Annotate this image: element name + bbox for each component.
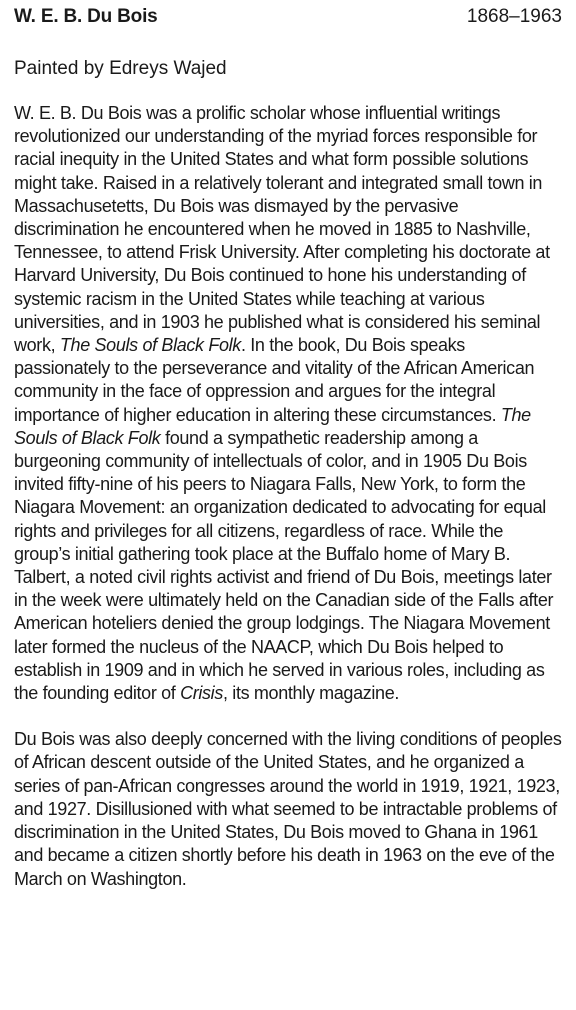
paragraph-1-part-3: found a sympathetic readership among a burgeoning community of intellectuals of color, and in 1905 Du Bois invited fifty-nine of his peers to Niagara Falls, New York, to form the Niagara Movement: an organization dedicated to advocating for equal rights and privileges for all citizens, regardless of race. While the group’s initial gathering took place at the Buffalo home of Mary B. Talbert, a noted civil rights activist and friend of Du Bois, meetings later in the week were ultimately held on the Canadian side of the Falls after American hoteliers denied the group lodgings. The Niagara Movement later formed the nucleus of the NAACP, which Du Bois helped to establish in 1909 and in which he served in various roles, including as the founding editor of — [14, 427, 554, 704]
paragraph-1-part-4: , its monthly magazine. — [223, 683, 400, 704]
paragraph-1 — [14, 102, 562, 705]
magazine-title: Crisis — [180, 683, 223, 704]
paragraph-1-part-1: W. E. B. Du Bois was a prolific scholar whose influential writings revolutionized our understanding of the myriad forces responsible for racial inequity in the United States and what form possible solutions might take. Raised in a relatively tolerant and integrated small town in Massachusetetts, Du Bois was dismayed by the pervasive discrimination he encountered when he moved in 1885 to Nashville, Tennessee, to attend Frisk University. After completing his doctorate at Harvard University, Du Bois continued to hone his understanding of systemic racism in the United States while teaching at various universities, and in 1903 he published what is considered his seminal work, — [14, 103, 550, 356]
painter-credit: Painted by Edreys Wajed — [14, 58, 227, 79]
subject-name: W. E. B. Du Bois — [14, 6, 158, 27]
body-text — [14, 102, 562, 891]
subject-dates: 1868–1963 — [466, 6, 562, 27]
paragraph-2: Du Bois was also deeply concerned with the living conditions of peoples of African descent outside of the United States, and he organized a series of pan-African congresses around the world in 1919, 1921, 1923, and 1927. Disillusioned with what seemed to be intractable problems of discrimination in the United States, Du Bois moved to Ghana in 1961 and became a citizen shortly before his death in 1963 on the eve of the March on Washington. — [14, 729, 562, 889]
header — [14, 6, 562, 34]
paragraph-1-part-2: . In the book, Du Bois speaks passionately to the perseverance and vitality of the African American community in the face of oppression and argues for the integral importance of higher education in altering these circumstances. — [14, 335, 535, 425]
book-title-2: The Souls of Black Folk — [14, 404, 531, 448]
book-title: The Souls of Black Folk — [59, 335, 241, 356]
